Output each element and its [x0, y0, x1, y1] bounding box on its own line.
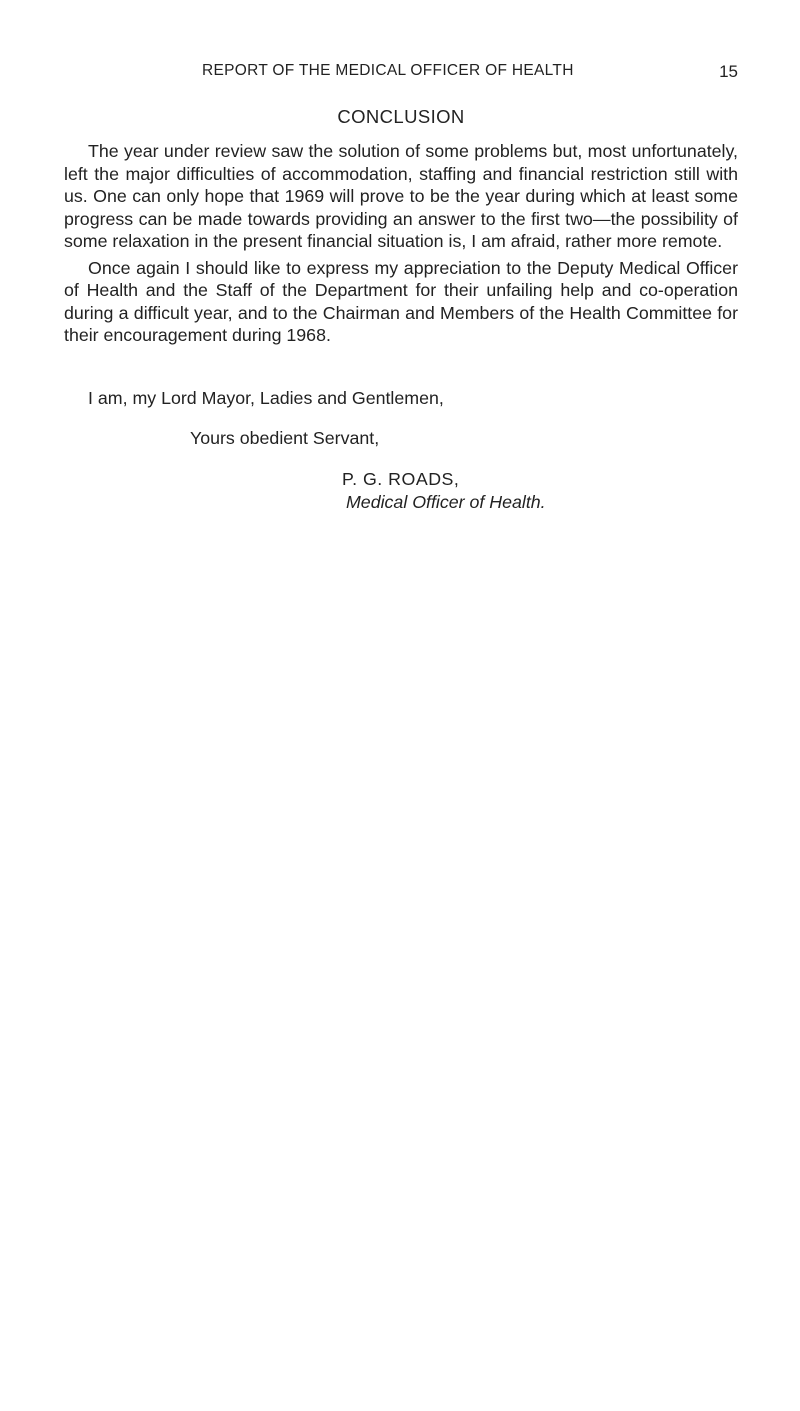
section-title: CONCLUSION	[337, 106, 465, 127]
body-text	[64, 140, 738, 351]
running-header	[64, 62, 738, 86]
page-number: 15	[719, 62, 738, 81]
closing-salutation: I am, my Lord Mayor, Ladies and Gentlemen,	[88, 388, 444, 408]
running-title: REPORT OF THE MEDICAL OFFICER OF HEALTH	[202, 62, 574, 79]
paragraph-review: The year under review saw the solution of some problems but, most unfortunately, left the major difficulties of accommodation, staffing and financial restriction still with us. One can only hope that 1969 will prove to be the year during which at least some progress can be made towards providing an answer to the first two—the possibility of some relaxation in the present financial situation is, I am afraid, rather more remote.	[64, 141, 738, 251]
valediction: Yours obedient Servant,	[190, 428, 380, 448]
paragraph-appreciation: Once again I should like to express my appreciation to the Deputy Medical Officer of Health and the Staff of the Department for their unfailing help and co-operation during a difficult year, and to the Chairman and Members of the Health Committee for their encouragement during 1968.	[64, 257, 738, 345]
signature-role: Medical Officer of Health.	[346, 492, 546, 512]
signature-name: P. G. ROADS,	[342, 469, 460, 489]
